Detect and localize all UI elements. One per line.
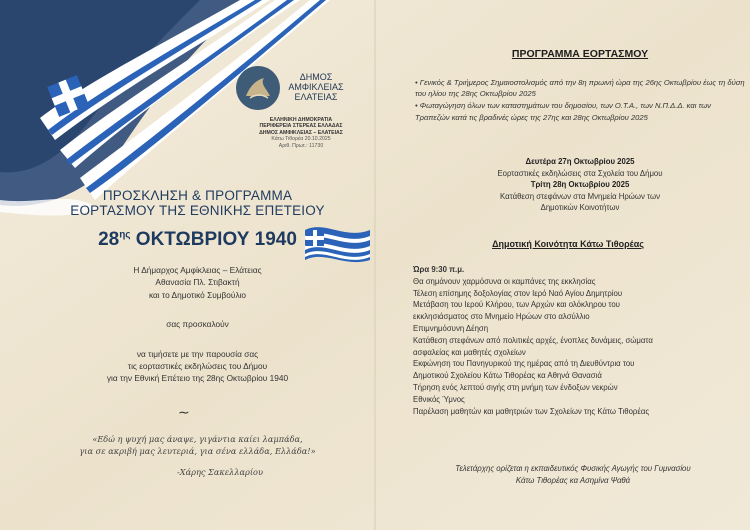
invite-line: για την Εθνική Επέτειο της 28ης Οκτωβρίου 1940 bbox=[106, 373, 289, 384]
day-event: Κατάθεση στεφάνων στα Μνημεία Ηρώων των bbox=[499, 191, 661, 201]
program-item: Τέλεση επίσημης δοξολογίας στον Ιερό Ναό Αγίου Δημητρίου bbox=[413, 288, 623, 298]
day-event: Δημοτικών Κοινοτήτων bbox=[540, 203, 620, 212]
municipality-name bbox=[286, 72, 346, 102]
logo-line-1: ΔΗΜΟΣ bbox=[299, 72, 333, 82]
program-item: Εκφώνηση του Πανηγυρικού της ημέρας από τη Διευθύντρια του bbox=[413, 359, 635, 369]
program-item: Τήρηση ενός λεπτού σιγής στη μνήμη των ένδοξων νεκρών bbox=[413, 382, 618, 392]
invite-line: να τιμήσετε με την παρουσία σας bbox=[136, 348, 259, 359]
authority-line-1: ΕΛΛΗΝΙΚΗ ΔΗΜΟΚΡΑΤΙΑ bbox=[269, 117, 333, 123]
program-item: Θα σημάνουν χαρμόσυνα οι καμπάνες της εκκλησίας bbox=[413, 276, 596, 286]
program-item: εκκλησιάσματος στο Μνημείο Ηρώων στο αλσύλλιο bbox=[413, 312, 590, 322]
invitation-text bbox=[60, 264, 335, 385]
program-item: Επιμνημόσυνη Δέηση bbox=[413, 323, 489, 333]
community-heading: Δημοτική Κοινότητα Κάτω Τιθορέας bbox=[492, 239, 644, 249]
title-line-2: ΕΟΡΤΑΣΜΟΥ ΤΗΣ ΕΘΝΙΚΗΣ ΕΠΕΤΕΙΟΥ bbox=[70, 203, 325, 218]
program-item: Δημοτικού Σχολείου Κάτω Τιθορέας κα Αθηνά Θανασιά bbox=[413, 371, 602, 381]
program-item: Εθνικός Ύμνος bbox=[413, 394, 465, 404]
day-heading: Τρίτη 28η Οκτωβρίου 2025 bbox=[530, 180, 630, 189]
municipality-seal-icon bbox=[236, 66, 280, 110]
swirl-divider-icon: ∼ bbox=[178, 404, 190, 420]
logo-line-3: ΕΛΑΤΕΙΑΣ bbox=[294, 92, 338, 102]
footer-line: Τελετάρχης ορίζεται η εκπαιδευτικός Φυσικής Αγωγής του Γυμνασίου bbox=[455, 464, 691, 473]
bullet-item: • Γενικός & Τριήμερος Σημαιοστολισμός από την 8η πρωινή ώρα της 26ης Οκτωβρίου έως τη δύση του ηλίου της 28ης Οκτωβρίου 2025 bbox=[415, 78, 745, 99]
anniversary-date-title bbox=[60, 229, 335, 251]
program-item: Κατάθεση στεφάνων από πολιτικές αρχές, ένοπλες δυνάμεις, σώματα bbox=[413, 335, 653, 345]
day-heading: Δευτέρα 27η Οκτωβρίου 2025 bbox=[525, 157, 635, 166]
quote-author: -Χάρης Σακελλαρίου bbox=[177, 467, 263, 477]
protocol-number: Αριθ. Πρωτ.: 11730 bbox=[278, 142, 324, 149]
authority-line-2: ΠΕΡΙΦΕΡΕΙΑ ΣΤΕΡΕΑΣ ΕΛΛΑΔΑΣ bbox=[259, 123, 343, 130]
invite-line: Η Δήμαρχος Αμφίκλειας – Ελάτειας bbox=[133, 265, 262, 275]
invitation-title bbox=[60, 188, 335, 218]
title-day-suffix: ης bbox=[119, 229, 131, 241]
title-line-1: ΠΡΟΣΚΛΗΣΗ & ΠΡΟΓΡΑΜΜΑ bbox=[102, 188, 293, 203]
footer-line: Κάτω Τιθορέας κα Ασημίνα Ψαθά bbox=[515, 475, 631, 485]
program-bullets bbox=[415, 77, 745, 124]
place-date: Κάτω Τιθορέα 20.10.2025 bbox=[271, 136, 331, 143]
ceremony-time: Ώρα 9:30 π.μ. bbox=[413, 265, 465, 274]
program-item: Μετάβαση του Ιερού Κλήρου, των Αρχών και ολόκληρου του bbox=[413, 300, 620, 310]
ceremony-program bbox=[413, 264, 733, 417]
authority-header bbox=[236, 117, 366, 149]
program-title: ΠΡΟΓΡΑΜΜΑ ΕΟΡΤΑΣΜΟΥ bbox=[511, 48, 649, 60]
poem-quote bbox=[60, 434, 335, 457]
invite-line: τις εορταστικές εκδηλώσεις του Δήμου bbox=[127, 361, 268, 372]
day-event: Εορταστικές εκδηλώσεις στα Σχολεία του Δήμου bbox=[497, 168, 663, 178]
master-of-ceremonies-note bbox=[413, 463, 733, 487]
title-month-year: ΟΚΤΩΒΡΙΟΥ 1940 bbox=[135, 229, 297, 250]
bullet-item: • Φωταγώγηση όλων των καταστημάτων του δημοσίου, των Ο.Τ.Α., των Ν.Π.Δ.Δ. και των Τραπεζών κατά τις βραδινές ώρες της 27ης και 28ης Οκτωβρίου 2025 bbox=[415, 101, 711, 122]
logo-line-2: ΑΜΦΙΚΛΕΙΑΣ bbox=[288, 82, 344, 92]
program-item: ασφαλείας και μαθητές σχολείων bbox=[413, 347, 526, 357]
quote-line: για σε ακριβή μας λευτεριά, για σένα ελλάδα, Ελλάδα!» bbox=[79, 445, 316, 456]
invite-line: σας προσκαλούν bbox=[166, 319, 229, 330]
invite-line: και το Δημοτικό Συμβούλιο bbox=[148, 289, 247, 300]
program-page bbox=[375, 0, 750, 530]
program-item: Παρέλαση μαθητών και μαθητριών των Σχολείων της Κάτω Τιθορέας bbox=[413, 406, 650, 416]
quote-line: «Εδώ η ψυχή μας άναψε, γιγάντια καίει λαμπάδα, bbox=[92, 434, 303, 444]
title-day: 28 bbox=[98, 229, 120, 250]
invite-line: Αθανασία Πλ. Στιβακτή bbox=[155, 277, 240, 288]
authority-line-3: ΔΗΜΟΣ ΑΜΦΙΚΛΕΙΑΣ – ΕΛΑΤΕΙΑΣ bbox=[259, 129, 343, 136]
program-days bbox=[415, 156, 745, 214]
